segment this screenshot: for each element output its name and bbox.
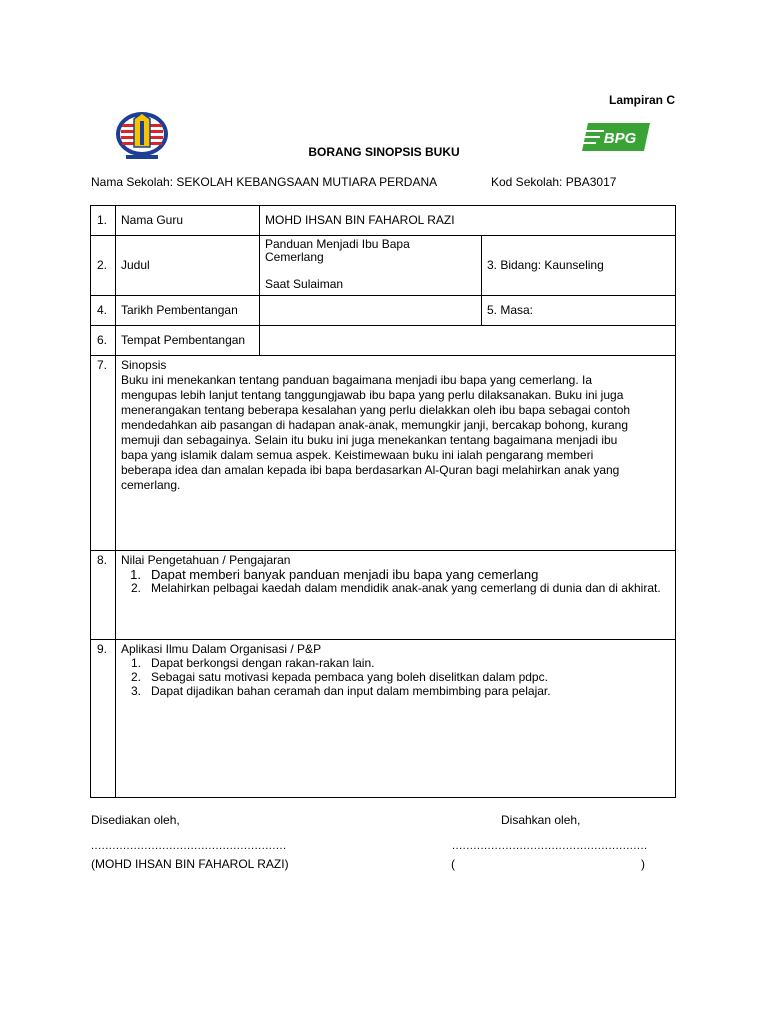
- row-tempat: [91, 326, 676, 356]
- lampiran-label: Lampiran C: [609, 93, 676, 107]
- list-item: [121, 685, 670, 698]
- item-number: 1.: [130, 656, 141, 670]
- row-label: Tarikh Pembentangan: [116, 296, 260, 326]
- sinopsis-line: mendedahkan aib pasangan di hadapan anak-anak, memungkir janji, bercakap bohong, kurang: [121, 418, 629, 432]
- row-label: Nama Guru: [116, 206, 260, 236]
- sinopsis-line: beberapa idea dan amalan kepada ibi bapa berdasarkan Al-Quran bagi melahirkan anak yang: [121, 463, 620, 477]
- row-number: 2.: [91, 236, 116, 296]
- nilai-label: Nilai Pengetahuan / Pengajaran: [121, 553, 291, 567]
- sinopsis-line: bapa yang islamik dalam semua aspek. Keistimewaan buku ini ialah pengarang memberi: [121, 448, 594, 462]
- bidang-value: 3. Bidang: Kaunseling: [482, 236, 676, 296]
- item-number: 1.: [130, 567, 141, 582]
- book-title-line2: Cemerlang: [265, 250, 324, 264]
- item-text: Dapat berkongsi dengan rakan-rakan lain.: [151, 656, 375, 670]
- row-number: 9.: [91, 640, 116, 798]
- list-item: [121, 657, 670, 670]
- aplikasi-list: [121, 657, 670, 698]
- approved-signature-line: .......................................................: [452, 840, 648, 852]
- list-item: [121, 671, 670, 684]
- item-text: Dapat memberi banyak panduan menjadi ibu bapa yang cemerlang: [151, 567, 539, 582]
- sinopsis-label: Sinopsis: [121, 358, 167, 372]
- sinopsis-line: menerangakan tentang beberapa kesalahan yang perlu dielakkan oleh ibu bapa sebagai contoh: [121, 403, 631, 417]
- approved-name-close-paren: ): [641, 857, 645, 871]
- approved-by-label: Disahkan oleh,: [501, 813, 581, 827]
- row-judul: [91, 236, 676, 296]
- school-name: Nama Sekolah: SEKOLAH KEBANGSAAN MUTIARA PERDANA: [91, 175, 438, 189]
- book-author: Saat Sulaiman: [265, 277, 344, 291]
- approved-name-open-paren: (: [451, 857, 455, 871]
- bpg-logo-text: BPG: [603, 130, 637, 147]
- row-number: 8.: [91, 551, 116, 640]
- row-nama-guru: [91, 206, 676, 236]
- row-tarikh: [91, 296, 676, 326]
- prepared-by-label: Disediakan oleh,: [91, 813, 180, 827]
- row-sinopsis: [91, 356, 676, 551]
- row-number: 6.: [91, 326, 116, 356]
- aplikasi-label: Aplikasi Ilmu Dalam Organisasi / P&P: [121, 642, 322, 656]
- item-number: 3.: [130, 684, 141, 698]
- sinopsis-line: Buku ini menekankan tentang panduan bagaimana menjadi ibu bapa yang cemerlang. Ia: [121, 373, 592, 387]
- book-title-line1: Panduan Menjadi Ibu Bapa: [265, 237, 410, 251]
- teacher-name-value: MOHD IHSAN BIN FAHAROL RAZI: [260, 206, 676, 236]
- prepared-signature-line: .......................................................: [91, 840, 287, 852]
- row-label: Judul: [116, 236, 260, 296]
- sinopsis-line: mengupas lebih lanjut tentang tanggungjawab ibu bapa yang perlu dilaksanakan. Buku ini juga: [121, 388, 624, 402]
- list-item: [121, 582, 670, 595]
- row-label: Tempat Pembentangan: [116, 326, 260, 356]
- form-title: BORANG SINOPSIS BUKU: [308, 145, 460, 159]
- row-aplikasi: [91, 640, 676, 798]
- sinopsis-line: cemerlang.: [121, 478, 181, 492]
- item-text: Dapat dijadikan bahan ceramah dan input dalam membimbing para pelajar.: [151, 684, 551, 698]
- tempat-value: [260, 326, 676, 356]
- school-code: Kod Sekolah: PBA3017: [491, 175, 617, 189]
- sinopsis-line: memuji dan sebagainya. Selain itu buku ini juga menekankan tentang bagaimana menjadi ibu: [121, 433, 618, 447]
- masa-label: 5. Masa:: [482, 296, 676, 326]
- prepared-by-name: (MOHD IHSAN BIN FAHAROL RAZI): [91, 857, 289, 871]
- row-number: 1.: [91, 206, 116, 236]
- synopsis-form-table: [90, 205, 676, 798]
- list-item: [121, 568, 670, 581]
- item-text: Melahirkan pelbagai kaedah dalam mendidik anak-anak yang cemerlang di dunia dan di akhirat.: [151, 581, 661, 595]
- item-text: Sebagai satu motivasi kepada pembaca yang boleh diselitkan dalam pdpc.: [151, 670, 548, 684]
- tarikh-value: [260, 296, 482, 326]
- item-number: 2.: [130, 670, 141, 684]
- row-number: 4.: [91, 296, 116, 326]
- item-number: 2.: [130, 581, 141, 595]
- row-nilai: [91, 551, 676, 640]
- row-number: 7.: [91, 356, 116, 551]
- sinopsis-text: [121, 373, 670, 493]
- nilai-list: [121, 568, 670, 595]
